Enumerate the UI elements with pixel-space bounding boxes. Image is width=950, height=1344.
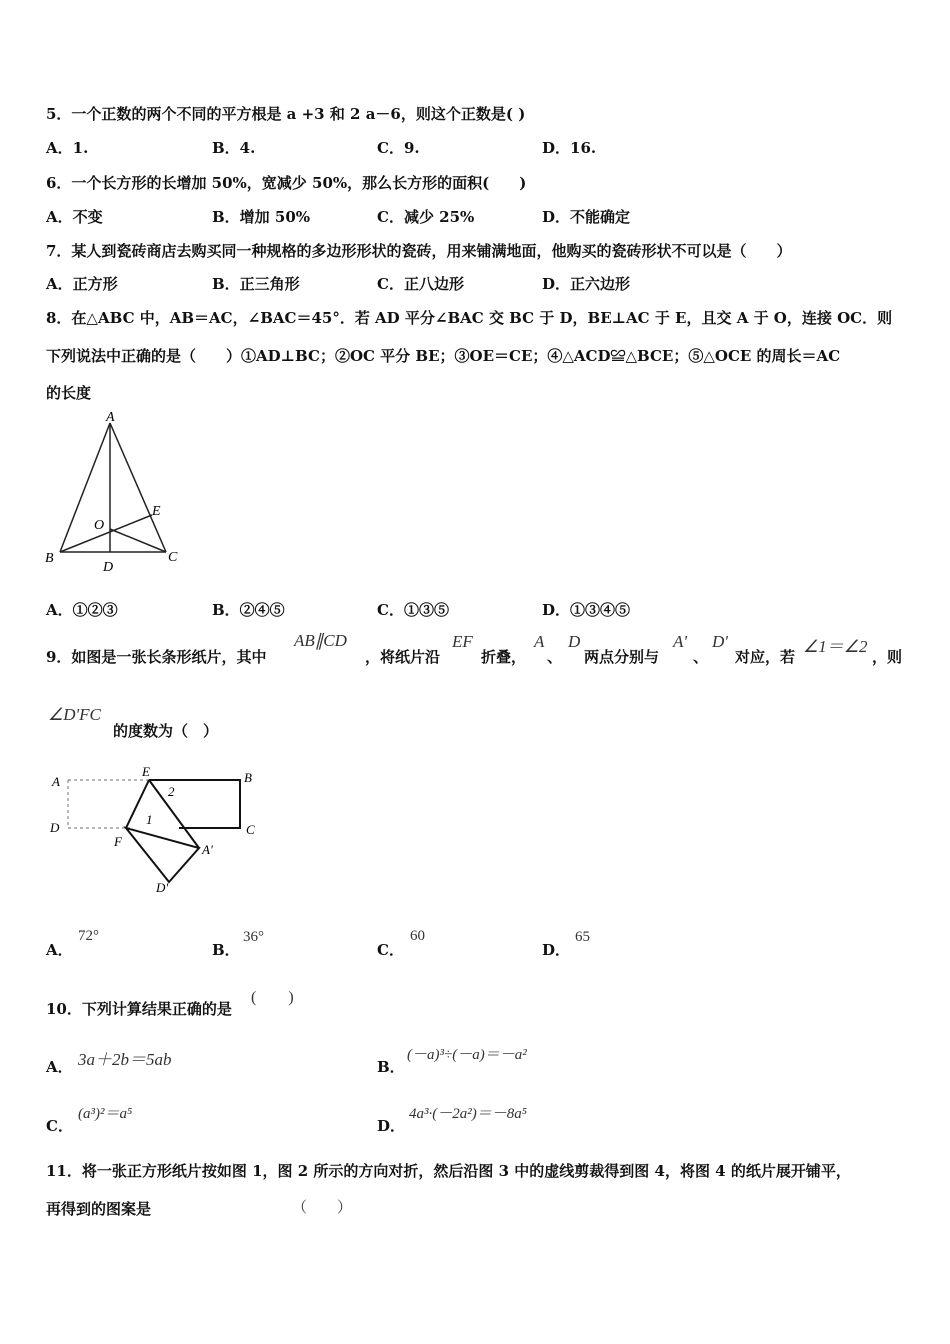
q9-label-c: C [246,822,255,837]
q8-label-c: C [168,550,178,565]
q9-text-2: ，将纸片沿 [365,648,441,666]
q9-label-f: F [114,834,122,849]
q5-option-b[interactable]: B．4. [212,139,256,157]
q8-label-a: A [106,410,115,425]
q9-option-c-label[interactable]: C． [377,941,404,959]
q8-line1: 8．在△ABC 中，AB＝AC，∠BAC＝45°．若 AD 平分∠BAC 交 BC 于 D，BE⊥AC 于 E，且交 A 于 O，连接 OC．则 [46,309,893,327]
q9-text-8: ，则 [872,648,903,666]
q9-math-angle-dfc: ∠D'FC [48,705,101,724]
q9-option-d-label[interactable]: D． [542,941,571,959]
q9-label-b: B [244,770,252,785]
q9-folded-part [126,828,199,882]
q6-option-a[interactable]: A．不变 [46,208,103,226]
q10-option-c-value[interactable]: (a³)²＝a⁵ [78,1106,133,1122]
q8-label-e: E [152,504,161,519]
q8-option-c[interactable]: C．①③⑤ [377,601,449,619]
q9-math-a: A [534,632,545,651]
q8-label-b: B [45,551,54,566]
q8-line2: 下列说法中正确的是（ ）①AD⊥BC；②OC 平分 BE；③OE＝CE；④△ACD≌△BCE；⑤△OCE 的周长＝AC [46,347,841,365]
q7-text: 7．某人到瓷砖商店去购买同一种规格的多边形形状的瓷砖，用来铺满地面，他购买的瓷砖形状不可以是（ ） [46,242,792,260]
q6-text: 6．一个长方形的长增加 50%，宽减少 50%，那么长方形的面积( ) [46,174,527,192]
q9-math-d: D [568,632,581,651]
q9-text-6: 、 [693,648,709,666]
q7-option-c[interactable]: C．正八边形 [377,275,464,293]
q8-option-d[interactable]: D．①③④⑤ [542,601,631,619]
q8-option-a[interactable]: A．①②③ [46,601,118,619]
q8-triangle-figure [40,405,190,580]
q8-option-b[interactable]: B．②④⑤ [212,601,285,619]
q5-text: 5．一个正数的两个不同的平方根是 a +3 和 2 a－6，则这个正数是( ) [46,105,526,123]
q9-option-c-value[interactable]: 60 [410,928,425,944]
q9-strip-right [149,780,240,828]
q9-text-9: 的度数为（ ） [113,722,219,740]
q11-paren: （ ） [292,1200,353,1216]
q9-math-ab-cd: AB∥CD [294,631,347,650]
q9-label-a: A [52,774,60,789]
q5-option-a[interactable]: A．1. [46,139,89,157]
q9-label-a-prime: A' [202,842,213,857]
q7-option-d[interactable]: D．正六边形 [542,275,631,293]
q9-fold-figure [44,760,274,900]
q6-option-b[interactable]: B．增加 50% [212,208,311,226]
q9-option-b-value[interactable]: 36° [243,929,264,945]
q9-option-a-label[interactable]: A． [46,941,73,959]
q11-line2: 再得到的图案是 [46,1200,152,1218]
q9-math-d-prime: D' [712,632,728,651]
q10-option-b-value[interactable]: (－a)³÷(－a)＝－a² [407,1047,527,1063]
q9-math-angle-eq: ∠1＝∠2 [803,637,868,656]
q7-option-a[interactable]: A．正方形 [46,275,118,293]
q9-text-4: 、 [547,648,563,666]
q10-paren: ( ) [251,989,294,1006]
q9-option-a-value[interactable]: 72° [78,928,99,944]
q8-line3: 的长度 [46,384,92,402]
q5-option-c[interactable]: C．9. [377,139,420,157]
q10-option-d-label[interactable]: D． [377,1117,406,1135]
q11-line1: 11．将一张正方形纸片按如图 1，图 2 所示的方向对折，然后沿图 3 中的虚线剪裁得到图 4，将图 4 的纸片展开铺平， [46,1162,851,1180]
q10-text: 10．下列计算结果正确的是 [46,1000,232,1018]
q10-option-c-label[interactable]: C． [46,1117,73,1135]
q9-text-5: 两点分别与 [584,648,660,666]
q9-label-d: D [50,820,60,835]
q5-option-d[interactable]: D．16. [542,139,597,157]
q9-label-d-prime: D' [156,880,169,895]
q8-label-o: O [94,518,105,533]
q9-text-3: 折叠， [481,648,527,666]
q6-option-c[interactable]: C．减少 25% [377,208,475,226]
q9-label-angle-1: 1 [146,812,153,827]
q9-math-a-prime: A' [673,632,688,651]
q8-segment-be [60,515,152,552]
q9-math-ef: EF [452,632,473,651]
q10-option-a-label[interactable]: A． [46,1058,73,1076]
q10-option-d-value[interactable]: 4a³·(－2a²)＝－8a⁵ [409,1106,527,1122]
q10-option-a-value[interactable]: 3a＋2b＝5ab [78,1050,172,1069]
q9-text-1: 9．如图是一张长条形纸片，其中 [46,648,267,666]
q9-label-e: E [142,764,150,779]
q6-option-d[interactable]: D．不能确定 [542,208,631,226]
q9-label-angle-2: 2 [168,784,175,799]
q9-option-b-label[interactable]: B． [212,941,240,959]
q7-option-b[interactable]: B．正三角形 [212,275,300,293]
q9-text-7: 对应，若 [735,648,796,666]
q8-label-d: D [103,560,114,575]
q10-option-b-label[interactable]: B． [377,1058,405,1076]
q9-option-d-value[interactable]: 65 [575,929,590,945]
